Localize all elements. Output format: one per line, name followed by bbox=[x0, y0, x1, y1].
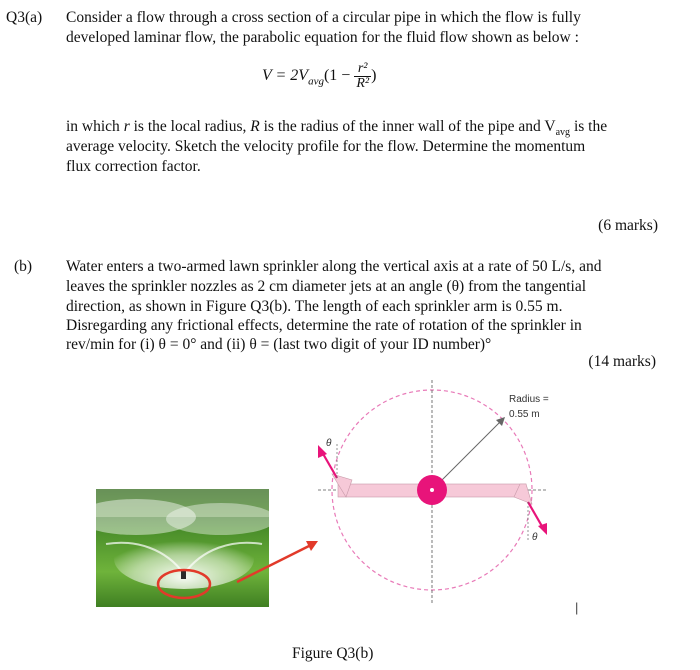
figure-caption: Figure Q3(b) bbox=[292, 645, 374, 662]
q3b-line3: direction, as shown in Figure Q3(b). The length of each sprinkler arm is 0.55 m. bbox=[66, 298, 563, 315]
eq-denominator: R² bbox=[356, 76, 370, 91]
q3a-body-line2: average velocity. Sketch the velocity profile for the flow. Determine the momentum bbox=[66, 138, 586, 155]
q3b-line2: leaves the sprinkler nozzles as 2 cm diameter jets at an angle (θ) from the tangential bbox=[66, 278, 587, 295]
eq-lhs: V = 2V bbox=[262, 67, 309, 85]
radius-label: Radius = bbox=[509, 394, 549, 405]
eq-open: (1 − bbox=[323, 67, 351, 85]
radius-value: 0.55 m bbox=[509, 409, 540, 420]
q3b-line4: Disregarding any frictional effects, determine the rate of rotation of the sprinkler in bbox=[66, 317, 582, 334]
callout-arrow bbox=[237, 545, 311, 582]
theta-right: θ bbox=[532, 532, 538, 543]
q3b-label: (b) bbox=[14, 258, 33, 275]
q3a-sub-avg: avg bbox=[555, 127, 571, 139]
q3a-var-r: r bbox=[123, 118, 130, 135]
q3a-label: Q3(a) bbox=[6, 9, 43, 26]
q3b-line5: rev/min for (i) θ = 0° and (ii) θ = (last two digit of your ID number)° bbox=[66, 336, 492, 353]
q3a-intro-line2: developed laminar flow, the parabolic equation for the fluid flow shown as below : bbox=[66, 29, 579, 46]
theta-left: θ bbox=[326, 438, 332, 449]
q3a-var-R: R bbox=[250, 118, 260, 135]
q3a-marks: (6 marks) bbox=[598, 217, 658, 234]
q3a-body-line3: flux correction factor. bbox=[66, 158, 201, 175]
q3a-text: is the radius of the inner wall of the pipe and V bbox=[259, 118, 556, 135]
right-jet-head bbox=[538, 523, 547, 535]
q3b-marks: (14 marks) bbox=[588, 353, 656, 370]
q3b-line1: Water enters a two-armed lawn sprinkler along the vertical axis at a rate of 50 L/s, and bbox=[66, 258, 602, 275]
q3a-text: is the local radius, bbox=[129, 118, 251, 135]
q3a-text: in which bbox=[66, 118, 124, 135]
q3a-text: is the bbox=[570, 118, 608, 135]
eq-close: ) bbox=[371, 67, 377, 85]
q3a-intro-line1: Consider a flow through a cross section of a circular pipe in which the flow is fully bbox=[66, 9, 581, 26]
hub-center bbox=[430, 488, 434, 492]
eq-numerator: r² bbox=[354, 62, 371, 77]
right-jet bbox=[528, 502, 543, 528]
stray-mark: | bbox=[575, 600, 579, 615]
eq-sub: avg bbox=[308, 75, 324, 88]
